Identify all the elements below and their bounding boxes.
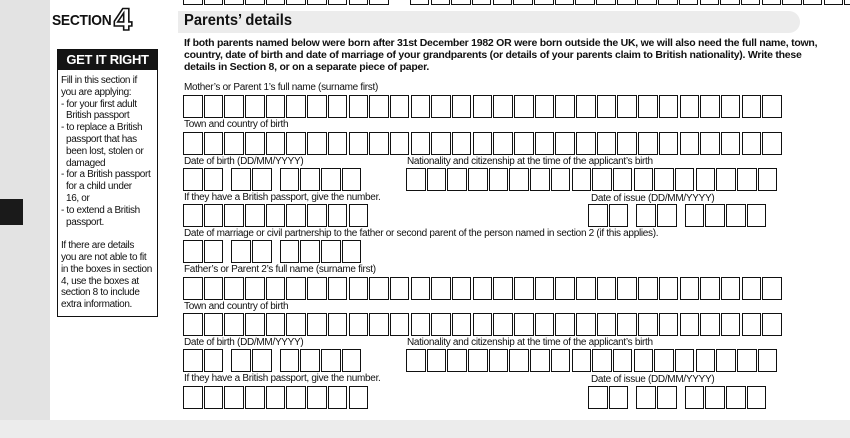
character-box[interactable] xyxy=(762,132,782,155)
character-box[interactable] xyxy=(535,132,555,155)
character-box[interactable] xyxy=(489,349,509,372)
character-box[interactable] xyxy=(493,277,513,300)
box-gap xyxy=(678,386,685,409)
character-box[interactable] xyxy=(245,386,265,409)
character-box[interactable] xyxy=(700,277,720,300)
character-box[interactable] xyxy=(636,204,656,227)
character-box[interactable] xyxy=(721,277,741,300)
character-box[interactable] xyxy=(473,132,493,155)
character-box[interactable] xyxy=(700,95,720,118)
character-box[interactable] xyxy=(762,277,782,300)
character-box[interactable] xyxy=(342,240,362,263)
character-box[interactable] xyxy=(266,132,286,155)
character-box[interactable] xyxy=(617,313,637,336)
parent1-issue-boxes[interactable] xyxy=(588,204,768,227)
parent2-town-boxes[interactable] xyxy=(183,313,783,336)
character-box[interactable] xyxy=(680,277,700,300)
parent2-town-label: Town and country of birth xyxy=(184,301,289,312)
guidance-line: passport. xyxy=(66,216,104,228)
character-box[interactable] xyxy=(721,132,741,155)
parent1-nationality-boxes[interactable] xyxy=(406,168,778,191)
character-box[interactable] xyxy=(685,204,705,227)
character-box[interactable] xyxy=(328,386,348,409)
character-box[interactable] xyxy=(572,349,592,372)
character-box[interactable] xyxy=(742,95,762,118)
marriage-label: Date of marriage or civil partnership to the father or second parent of the person named in section 2 (if this applies). xyxy=(184,228,659,239)
character-box[interactable] xyxy=(588,386,608,409)
character-box[interactable] xyxy=(369,95,389,118)
character-box[interactable] xyxy=(321,349,341,372)
character-box[interactable] xyxy=(617,95,637,118)
character-box[interactable] xyxy=(473,277,493,300)
character-box[interactable] xyxy=(597,95,617,118)
box-gap xyxy=(224,349,231,372)
character-box[interactable] xyxy=(183,277,203,300)
character-box[interactable] xyxy=(493,313,513,336)
character-box[interactable] xyxy=(224,204,244,227)
character-box[interactable] xyxy=(617,277,637,300)
parent1-issue-label: Date of issue (DD/MM/YYYY) xyxy=(591,193,715,204)
character-box[interactable] xyxy=(286,277,306,300)
page-tab-marker xyxy=(0,199,23,225)
parent1-name-boxes[interactable] xyxy=(183,95,783,118)
character-box[interactable] xyxy=(535,95,555,118)
character-box[interactable] xyxy=(266,204,286,227)
character-box[interactable] xyxy=(204,277,224,300)
character-box[interactable] xyxy=(509,168,529,191)
character-box[interactable] xyxy=(300,168,320,191)
character-box[interactable] xyxy=(551,349,571,372)
character-box[interactable] xyxy=(721,313,741,336)
character-box[interactable] xyxy=(183,386,203,409)
character-box[interactable] xyxy=(280,349,300,372)
character-box[interactable] xyxy=(427,168,447,191)
character-box[interactable] xyxy=(609,204,629,227)
character-box[interactable] xyxy=(183,240,203,263)
character-box[interactable] xyxy=(514,313,534,336)
character-box[interactable] xyxy=(224,132,244,155)
character-box[interactable] xyxy=(680,313,700,336)
bottom-margin xyxy=(0,420,850,438)
character-box[interactable] xyxy=(349,132,369,155)
character-box[interactable] xyxy=(349,204,369,227)
character-box[interactable] xyxy=(224,386,244,409)
character-box[interactable] xyxy=(183,313,203,336)
guidance-line: damaged xyxy=(66,157,106,169)
character-box[interactable] xyxy=(431,132,451,155)
parent1-passport-boxes[interactable] xyxy=(183,204,369,227)
character-box[interactable] xyxy=(204,313,224,336)
character-box[interactable] xyxy=(349,95,369,118)
character-box[interactable] xyxy=(369,277,389,300)
character-box[interactable] xyxy=(252,168,272,191)
box-gap xyxy=(273,349,280,372)
guidance-line: been lost, stolen or xyxy=(66,145,144,157)
character-box[interactable] xyxy=(572,168,592,191)
character-box[interactable] xyxy=(576,132,596,155)
guidance-line: - for your first adult xyxy=(61,98,137,110)
parent2-issue-boxes[interactable] xyxy=(588,386,768,409)
character-box[interactable] xyxy=(245,132,265,155)
character-box[interactable] xyxy=(654,349,674,372)
character-box[interactable] xyxy=(726,386,746,409)
character-box[interactable] xyxy=(659,277,679,300)
character-box[interactable] xyxy=(737,349,757,372)
character-box[interactable] xyxy=(252,240,272,263)
character-box[interactable] xyxy=(286,313,306,336)
character-box[interactable] xyxy=(286,204,306,227)
character-box[interactable] xyxy=(349,386,369,409)
character-box[interactable] xyxy=(762,95,782,118)
character-box[interactable] xyxy=(431,313,451,336)
character-box[interactable] xyxy=(390,313,410,336)
character-box[interactable] xyxy=(406,168,426,191)
character-box[interactable] xyxy=(245,277,265,300)
box-gap xyxy=(678,204,685,227)
character-box[interactable] xyxy=(747,386,767,409)
character-box[interactable] xyxy=(328,95,348,118)
guidance-line: you are not able to fit xyxy=(61,251,147,263)
character-box[interactable] xyxy=(555,277,575,300)
character-box[interactable] xyxy=(204,386,224,409)
character-box[interactable] xyxy=(514,132,534,155)
character-box[interactable] xyxy=(742,313,762,336)
character-box[interactable] xyxy=(597,313,617,336)
get-it-right-text xyxy=(61,75,156,311)
character-box[interactable] xyxy=(489,168,509,191)
guidance-line: in the boxes in section xyxy=(61,263,152,275)
character-box[interactable] xyxy=(204,349,224,372)
character-box[interactable] xyxy=(613,349,633,372)
character-box[interactable] xyxy=(183,95,203,118)
character-box[interactable] xyxy=(431,277,451,300)
character-box[interactable] xyxy=(613,168,633,191)
character-box[interactable] xyxy=(307,277,327,300)
guidance-line: section 8 to include xyxy=(61,287,140,299)
character-box[interactable] xyxy=(286,386,306,409)
parent1-nationality-label: Nationality and citizenship at the time of the applicant’s birth xyxy=(407,156,653,167)
parent2-passport-label: If they have a British passport, give the number. xyxy=(184,373,381,384)
parent1-dob-boxes[interactable] xyxy=(183,168,363,191)
character-box[interactable] xyxy=(224,277,244,300)
character-box[interactable] xyxy=(280,240,300,263)
character-box[interactable] xyxy=(742,277,762,300)
character-box[interactable] xyxy=(747,204,767,227)
character-box[interactable] xyxy=(328,277,348,300)
box-gap xyxy=(224,240,231,263)
character-box[interactable] xyxy=(555,313,575,336)
parent2-dob-label: Date of birth (DD/MM/YYYY) xyxy=(184,337,304,348)
previous-section-boxes xyxy=(183,0,850,5)
character-box[interactable] xyxy=(700,313,720,336)
character-box[interactable] xyxy=(597,277,617,300)
character-box[interactable] xyxy=(638,95,658,118)
character-box[interactable] xyxy=(696,168,716,191)
character-box[interactable] xyxy=(530,168,550,191)
character-box[interactable] xyxy=(427,349,447,372)
character-box[interactable] xyxy=(204,240,224,263)
character-box[interactable] xyxy=(716,168,736,191)
character-box[interactable] xyxy=(493,132,513,155)
parent1-passport-label: If they have a British passport, give the number. xyxy=(184,192,381,203)
character-box[interactable] xyxy=(307,132,327,155)
character-box[interactable] xyxy=(758,168,778,191)
character-box[interactable] xyxy=(675,168,695,191)
character-box[interactable] xyxy=(509,349,529,372)
box-gap xyxy=(273,240,280,263)
character-box[interactable] xyxy=(307,313,327,336)
character-box[interactable] xyxy=(321,168,341,191)
character-box[interactable] xyxy=(245,95,265,118)
character-box[interactable] xyxy=(252,349,272,372)
character-box[interactable] xyxy=(183,168,203,191)
section-label: SECTION xyxy=(52,12,112,29)
character-box[interactable] xyxy=(597,132,617,155)
marriage-date-boxes[interactable] xyxy=(183,240,363,263)
character-box[interactable] xyxy=(551,168,571,191)
character-box[interactable] xyxy=(452,95,472,118)
parent2-name-label: Father’s or Parent 2’s full name (surname first) xyxy=(184,264,376,275)
parent1-town-label: Town and country of birth xyxy=(184,119,289,130)
box-gap xyxy=(629,204,636,227)
character-box[interactable] xyxy=(638,277,658,300)
parent1-town-boxes[interactable] xyxy=(183,132,783,155)
character-box[interactable] xyxy=(286,95,306,118)
character-box[interactable] xyxy=(328,313,348,336)
character-box[interactable] xyxy=(349,313,369,336)
character-box[interactable] xyxy=(680,95,700,118)
guidance-line: - to extend a British xyxy=(61,204,140,216)
character-box[interactable] xyxy=(411,277,431,300)
guidance-line: extra information. xyxy=(61,299,132,311)
parent2-name-boxes[interactable] xyxy=(183,277,783,300)
character-box[interactable] xyxy=(280,168,300,191)
character-box[interactable] xyxy=(452,313,472,336)
parent2-nationality-label: Nationality and citizenship at the time of the applicant’s birth xyxy=(407,337,653,348)
character-box[interactable] xyxy=(705,386,725,409)
character-box[interactable] xyxy=(204,95,224,118)
character-box[interactable] xyxy=(634,349,654,372)
character-box[interactable] xyxy=(638,313,658,336)
character-box[interactable] xyxy=(411,95,431,118)
character-box[interactable] xyxy=(657,386,677,409)
character-box[interactable] xyxy=(204,204,224,227)
character-box[interactable] xyxy=(390,277,410,300)
character-box[interactable] xyxy=(680,132,700,155)
guidance-line: 16, or xyxy=(66,192,90,204)
character-box[interactable] xyxy=(328,132,348,155)
character-box[interactable] xyxy=(696,349,716,372)
character-box[interactable] xyxy=(685,386,705,409)
character-box[interactable] xyxy=(204,168,224,191)
character-box[interactable] xyxy=(266,313,286,336)
character-box[interactable] xyxy=(245,313,265,336)
character-box[interactable] xyxy=(431,95,451,118)
character-box[interactable] xyxy=(576,277,596,300)
character-box[interactable] xyxy=(659,313,679,336)
character-box[interactable] xyxy=(535,277,555,300)
get-it-right-heading: GET IT RIGHT xyxy=(58,50,157,70)
character-box[interactable] xyxy=(468,168,488,191)
character-box[interactable] xyxy=(266,386,286,409)
guidance-line: - to replace a British xyxy=(61,122,143,134)
character-box[interactable] xyxy=(300,240,320,263)
character-box[interactable] xyxy=(609,386,629,409)
character-box[interactable] xyxy=(555,132,575,155)
character-box[interactable] xyxy=(224,95,244,118)
character-box[interactable] xyxy=(716,349,736,372)
character-box[interactable] xyxy=(535,313,555,336)
character-box[interactable] xyxy=(530,349,550,372)
character-box[interactable] xyxy=(411,132,431,155)
character-box[interactable] xyxy=(700,132,720,155)
character-box[interactable] xyxy=(473,313,493,336)
character-box[interactable] xyxy=(204,132,224,155)
character-box[interactable] xyxy=(675,349,695,372)
character-box[interactable] xyxy=(576,313,596,336)
parent2-dob-boxes[interactable] xyxy=(183,349,363,372)
box-gap xyxy=(629,386,636,409)
character-box[interactable] xyxy=(762,313,782,336)
character-box[interactable] xyxy=(266,95,286,118)
character-box[interactable] xyxy=(183,204,203,227)
box-gap xyxy=(273,168,280,191)
parent1-name-label: Mother’s or Parent 1’s full name (surname first) xyxy=(184,82,379,93)
character-box[interactable] xyxy=(473,95,493,118)
parent2-passport-boxes[interactable] xyxy=(183,386,369,409)
character-box[interactable] xyxy=(634,168,654,191)
guidance-line: you are applying: xyxy=(61,86,132,98)
character-box[interactable] xyxy=(183,349,203,372)
character-box[interactable] xyxy=(307,95,327,118)
character-box[interactable] xyxy=(390,132,410,155)
character-box[interactable] xyxy=(307,386,327,409)
character-box[interactable] xyxy=(369,313,389,336)
character-box[interactable] xyxy=(411,313,431,336)
character-box[interactable] xyxy=(514,95,534,118)
guidance-line: passport that has xyxy=(66,133,137,145)
guidance-line: for a child under xyxy=(66,181,132,193)
character-box[interactable] xyxy=(493,95,513,118)
character-box[interactable] xyxy=(300,349,320,372)
character-box[interactable] xyxy=(231,349,251,372)
character-box[interactable] xyxy=(758,349,778,372)
character-box[interactable] xyxy=(721,95,741,118)
character-box[interactable] xyxy=(452,277,472,300)
character-box[interactable] xyxy=(617,132,637,155)
intro-text: If both parents named below were born after 31st December 1982 OR were born outside the UK, we will also need the full name, town, country, date of birth and date of marriage of your grandparents (or details of your parents claim to British nationality). Write these details in Section 8, or on a separate piece of paper. xyxy=(184,37,818,73)
character-box[interactable] xyxy=(737,168,757,191)
character-box[interactable] xyxy=(726,204,746,227)
character-box[interactable] xyxy=(231,168,251,191)
character-box[interactable] xyxy=(406,349,426,372)
section-title: Parents’ details xyxy=(184,12,292,29)
character-box[interactable] xyxy=(342,168,362,191)
parent1-dob-label: Date of birth (DD/MM/YYYY) xyxy=(184,156,304,167)
character-box[interactable] xyxy=(321,240,341,263)
character-box[interactable] xyxy=(447,168,467,191)
character-box[interactable] xyxy=(654,168,674,191)
character-box[interactable] xyxy=(636,386,656,409)
guidance-line: British passport xyxy=(66,110,130,122)
character-box[interactable] xyxy=(555,95,575,118)
character-box[interactable] xyxy=(468,349,488,372)
guidance-line: 4, use the boxes at xyxy=(61,275,139,287)
character-box[interactable] xyxy=(183,132,203,155)
parent2-issue-label: Date of issue (DD/MM/YYYY) xyxy=(591,374,715,385)
character-box[interactable] xyxy=(514,277,534,300)
character-box[interactable] xyxy=(390,95,410,118)
guidance-line: If there are details xyxy=(61,240,135,252)
guidance-line: Fill in this section if xyxy=(61,75,137,86)
character-box[interactable] xyxy=(742,132,762,155)
character-box[interactable] xyxy=(588,204,608,227)
character-box[interactable] xyxy=(342,349,362,372)
character-box[interactable] xyxy=(638,132,658,155)
box-gap xyxy=(224,168,231,191)
guidance-line: - for a British passport xyxy=(61,169,151,181)
section-number: 4 xyxy=(113,3,134,37)
character-box[interactable] xyxy=(447,349,467,372)
character-box[interactable] xyxy=(307,204,327,227)
character-box[interactable] xyxy=(657,204,677,227)
character-box[interactable] xyxy=(245,204,265,227)
character-box[interactable] xyxy=(705,204,725,227)
character-box[interactable] xyxy=(231,240,251,263)
guidance-line xyxy=(61,228,156,240)
character-box[interactable] xyxy=(452,132,472,155)
character-box[interactable] xyxy=(266,277,286,300)
parent2-nationality-boxes[interactable] xyxy=(406,349,778,372)
character-box[interactable] xyxy=(592,349,612,372)
character-box[interactable] xyxy=(286,132,306,155)
character-box[interactable] xyxy=(328,204,348,227)
character-box[interactable] xyxy=(369,132,389,155)
character-box[interactable] xyxy=(224,313,244,336)
character-box[interactable] xyxy=(659,132,679,155)
character-box[interactable] xyxy=(592,168,612,191)
character-box[interactable] xyxy=(659,95,679,118)
character-box[interactable] xyxy=(576,95,596,118)
character-box[interactable] xyxy=(349,277,369,300)
